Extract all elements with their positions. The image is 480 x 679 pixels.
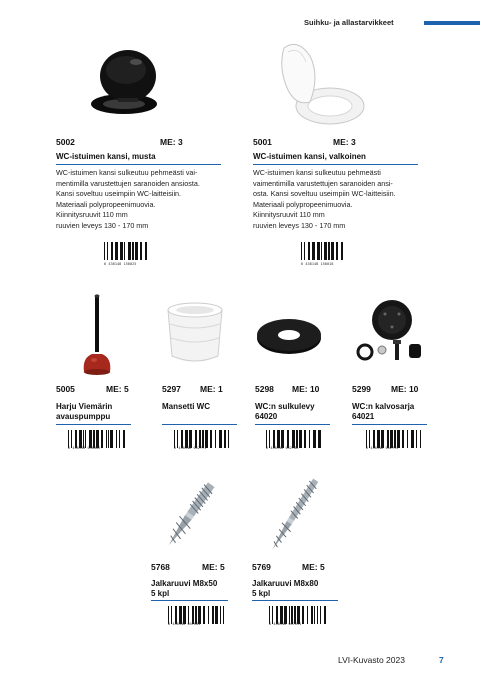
- barcode-digits: 6 438148 150018: [301, 262, 334, 266]
- sales-unit: ME: 3: [333, 137, 356, 147]
- sales-unit: ME: 5: [106, 384, 129, 394]
- sales-unit: ME: 5: [202, 562, 225, 572]
- product-code: 5298: [255, 384, 274, 394]
- barcode-digits: 6 438148 150025: [104, 262, 137, 266]
- divider: [253, 164, 418, 165]
- product-name: WC:n sulkulevy 64020: [255, 402, 315, 421]
- product-description: WC-istuimen kansi sulkeutuu pehmeästi vaimentimilla varustettujen saranoiden ansi- osta. Kansi soveltuu useimpiin WC-laitteisiin. Materiaali polypropeenimuovia. Kiinnitysruuvit 110 mm ruuvien leveys 130 - 170 mm: [253, 168, 396, 230]
- divider: [56, 164, 221, 165]
- divider: [255, 424, 330, 425]
- barcode: [104, 242, 150, 262]
- barcode-digits: 6 438148 052771: [174, 446, 207, 450]
- page-number: 7: [439, 655, 444, 665]
- section-title: Suihku- ja allastarvikkeet: [304, 18, 394, 27]
- hanger-bolt-image: [266, 474, 322, 561]
- barcode-digits: 6 438148 057684: [168, 622, 201, 626]
- divider: [162, 424, 237, 425]
- product-code: 5768: [151, 562, 170, 572]
- header-accent-bar: [424, 21, 480, 25]
- white-toilet-seat-image: [276, 38, 368, 135]
- product-name: Harju Viemärin avauspumppu: [56, 402, 113, 421]
- divider: [352, 424, 427, 425]
- product-name: WC-istuimen kansi, valkoinen: [253, 152, 366, 161]
- barcode: [301, 242, 347, 262]
- product-code: 5769: [252, 562, 271, 572]
- wc-cuff-image: [164, 300, 226, 377]
- product-name: WC-istuimen kansi, musta: [56, 152, 156, 161]
- product-code: 5299: [352, 384, 371, 394]
- sales-unit: ME: 10: [292, 384, 320, 394]
- hanger-bolt-image: [162, 476, 218, 559]
- product-code: 5001: [253, 137, 272, 147]
- product-code: 5002: [56, 137, 75, 147]
- plunger-image: [80, 294, 114, 381]
- divider: [56, 424, 131, 425]
- sales-unit: ME: 5: [302, 562, 325, 572]
- barcode-digits: 6 438148 052788: [266, 446, 299, 450]
- divider: [151, 600, 228, 601]
- product-code: 5005: [56, 384, 75, 394]
- product-description: WC-istuimen kansi sulkeutuu pehmeästi vai- mentimilla varustettujen saranoiden ansiosta. Kansi soveltuu useimpiin WC-laitteisiin. Materiaali polypropeenimuovia. Kiinnitysruuvit 110 mm ruuvien leveys 130 - 170 mm: [56, 168, 200, 230]
- product-code: 5297: [162, 384, 181, 394]
- membrane-kit-image: [352, 298, 424, 371]
- catalog-name: LVI-Kuvasto 2023: [338, 655, 405, 665]
- product-name: WC:n kalvosarja 64021: [352, 402, 415, 421]
- barcode-digits: 6 438148 052795: [366, 446, 399, 450]
- sales-unit: ME: 3: [160, 137, 183, 147]
- barcode-digits: 6 438148 030082: [68, 446, 101, 450]
- product-name: Jalkaruuvi M8x80 5 kpl: [252, 579, 319, 598]
- sales-unit: ME: 1: [200, 384, 223, 394]
- sales-unit: ME: 10: [391, 384, 419, 394]
- barcode-digits: 6 438148 057691: [269, 622, 302, 626]
- product-name: Jalkaruuvi M8x50 5 kpl: [151, 579, 218, 598]
- black-toilet-seat-image: [88, 40, 162, 125]
- sealing-disc-image: [256, 316, 322, 361]
- divider: [252, 600, 338, 601]
- product-name: Mansetti WC: [162, 402, 210, 411]
